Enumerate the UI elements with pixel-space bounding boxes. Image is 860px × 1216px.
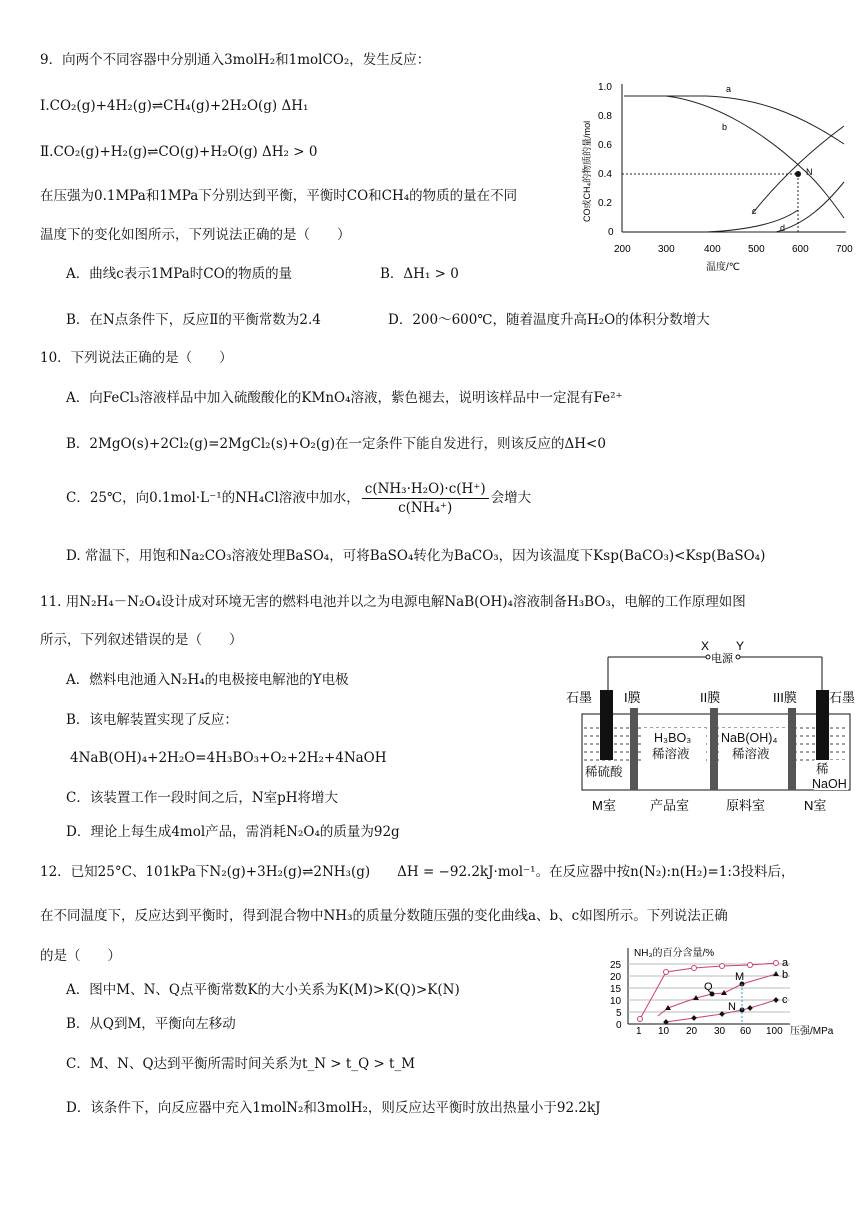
q12-stem-3: 的是（ ） [40, 948, 121, 964]
q9-ytick: 0.6 [598, 140, 612, 151]
q12-option-c: C．M、N、Q达到平衡所需时间关系为t_N > t_Q > t_M [66, 1056, 416, 1072]
q12-xtick: 100 [766, 1026, 783, 1036]
q9-xtick: 200 [614, 244, 631, 255]
q11-option-c: C．该装置工作一段时间之后，N室pH将增大 [66, 790, 339, 806]
q9-xtick: 600 [792, 244, 809, 255]
q11-room-p: 产品室 [650, 798, 690, 813]
q9-option-b: B．ΔH₁ > 0 [380, 266, 459, 282]
q9-text-2: 温度下的变化如图所示，下列说法正确的是（ ） [40, 227, 351, 243]
q9-ytick: 0.4 [598, 169, 612, 180]
q9-xtick: 700 [836, 244, 853, 255]
q12-option-a: A．图中M、N、Q点平衡常数K的大小关系为K(M)>K(Q)>K(N) [66, 982, 460, 998]
q11-sol-p1: H₃BO₃ [654, 731, 692, 745]
q10-fraction-den: c(NH₄⁺) [398, 500, 453, 516]
q11-stem-1: 11. 用N₂H₄－N₂O₄设计成对环境无害的燃料电池并以之为电源电解NaB(OH)₄溶液制备H₃BO₃，电解的工作原理如图 [40, 594, 746, 610]
q9-reaction-1: Ⅰ.CO₂(g)+4H₂(g)⇌CH₄(g)+2H₂O(g) ΔH₁ [40, 98, 309, 114]
q12-point-c [747, 1005, 753, 1011]
q12-point-a [748, 963, 753, 968]
q12-chart [600, 944, 860, 1036]
q10-fraction-num: c(NH₃·H₂O)·c(H⁺) [362, 480, 489, 499]
q9-chart-ylabel: CO或CH₄的物质的量/mol [582, 120, 592, 222]
q9-label-a: a [726, 84, 732, 94]
q12-ytick: 20 [610, 972, 622, 983]
q9-ytick: 0 [608, 227, 614, 238]
q9-text-1: 在压强为0.1MPa和1MPa下分别达到平衡，平衡时CO和CH₄的物质的量在不同 [40, 188, 518, 204]
q9-ytick: 0.2 [598, 198, 612, 209]
q12-label-m: M [735, 971, 745, 983]
q12-ytick: 25 [610, 960, 622, 971]
q12-chart-ylabel: NH₃的百分含量/% [634, 948, 715, 959]
q9-xtick: 400 [704, 244, 721, 255]
q12-chart-xlabel: 压强/MPa [790, 1026, 834, 1036]
q12-ytick: 5 [616, 1008, 622, 1019]
q12-xtick: 60 [740, 1026, 752, 1036]
q10-fraction [362, 480, 489, 517]
q11-y-label: Y [736, 639, 745, 653]
q12-ytick: 10 [610, 996, 622, 1007]
q10-option-c-pre: C．25℃，向0.1mol·L⁻¹的NH₄Cl溶液中加水， [66, 490, 360, 506]
q12-stem-2: 在不同温度下，反应达到平衡时，得到混合物中NH₃的质量分数随压强的变化曲线a、b、c如图所示。下列说法正确 [40, 908, 728, 924]
q12-point-c [691, 1015, 697, 1021]
q11-membrane-2-label: II膜 [700, 690, 721, 705]
q11-terminal-x [706, 655, 710, 659]
q11-room-m: M室 [592, 798, 616, 813]
q11-sol-r1: NaB(OH)₄ [721, 731, 778, 745]
q11-terminal-y [736, 655, 740, 659]
q9-curve-b [624, 96, 844, 218]
q12-label-q: Q [704, 981, 713, 993]
q11-power-label: 电源 [711, 653, 733, 665]
q9-label-d: d [780, 223, 786, 233]
q11-sol-n2: NaOH [812, 777, 847, 791]
q12-stem-1: 12．已知25°C、101kPa下N₂(g)+3H₂(g)⇌2NH₃(g) ΔH = −92.2kJ·mol⁻¹。在反应器中按n(N₂):n(H₂)=1:3投料后， [40, 864, 795, 880]
q12-point-a [692, 966, 697, 971]
q11-graphite-left-label: 石墨 [566, 690, 593, 705]
q12-point-b [773, 971, 779, 976]
q11-graphite-electrode-right [816, 690, 829, 760]
q11-stem-2: 所示，下列叙述错误的是（ ） [40, 632, 243, 648]
q11-graphite-electrode-left [600, 690, 613, 760]
q11-membrane-1-label: I膜 [624, 690, 641, 705]
q10-option-d: D. 常温下，用饱和Na₂CO₃溶液处理BaSO₄，可将BaSO₄转化为BaCO₃，因为该温度下Ksp(BaCO₃)<Ksp(BaSO₄) [66, 548, 766, 564]
q12-label-c: c [782, 994, 788, 1006]
q12-option-b: B．从Q到M，平衡向左移动 [66, 1016, 236, 1032]
q11-sol-p2: 稀溶液 [652, 747, 690, 761]
q12-ytick: 15 [610, 984, 622, 995]
q9-xtick: 500 [748, 244, 765, 255]
q11-x-label: X [701, 639, 710, 653]
q9-point-n [795, 171, 801, 177]
q11-membrane-2 [710, 708, 718, 790]
q12-label-b: b [782, 969, 789, 981]
q11-graphite-right-label: 石墨 [829, 690, 856, 705]
q10-option-c-post: 会增大 [490, 490, 532, 506]
q12-xtick: 20 [686, 1026, 698, 1036]
q12-point-a [774, 961, 779, 966]
q11-membrane-3 [788, 708, 796, 790]
q9-ytick: 0.8 [598, 111, 612, 122]
q11-option-b-equation: 4NaB(OH)₄+2H₂O=4H₃BO₃+O₂+2H₂+4NaOH [70, 750, 387, 766]
q9-stem: 9．向两个不同容器中分别通入3molH₂和1molCO₂，发生反应： [40, 52, 431, 68]
q12-label-a: a [782, 957, 789, 969]
q11-sol-r2: 稀溶液 [732, 747, 770, 761]
q12-point-a [638, 1017, 643, 1022]
q12-option-d: D．该条件下，向反应器中充入1molN₂和3molH₂，则反应达平衡时放出热量小于92.2kJ [66, 1100, 601, 1116]
q11-membrane-3-label: III膜 [773, 690, 797, 705]
q9-option-c: B．在N点条件下，反应Ⅱ的平衡常数为2.4 [66, 312, 321, 328]
q12-curve-b [658, 974, 776, 1016]
q12-xtick: 30 [714, 1026, 726, 1036]
q12-point-c [773, 997, 779, 1003]
q10-option-b: B．2MgO(s)+2Cl₂(g)=2MgCl₂(s)+O₂(g)在一定条件下能自发进行，则该反应的ΔH<0 [66, 436, 606, 452]
q9-chart-xlabel: 温度/℃ [706, 262, 741, 273]
q11-option-a: A．燃料电池通入N₂H₄的电极接电解池的Y电极 [66, 672, 349, 688]
q11-sol-m: 稀硫酸 [585, 765, 623, 779]
q12-ytick: 0 [616, 1020, 622, 1031]
q9-option-d: D．200～600℃，随着温度升高H₂O的体积分数增大 [388, 312, 710, 328]
q11-room-r: 原料室 [726, 798, 766, 813]
q12-xtick: 10 [658, 1026, 670, 1036]
q11-option-d: D．理论上每生成4mol产品，需消耗N₂O₄的质量为92g [66, 824, 400, 840]
q9-label-b: b [722, 122, 728, 132]
q9-curve-a [624, 96, 844, 144]
q9-label-n: N [806, 167, 813, 177]
q10-stem: 10．下列说法正确的是（ ） [40, 350, 233, 366]
q12-point-a [720, 964, 725, 969]
q9-reaction-2: Ⅱ.CO₂(g)+H₂(g)⇌CO(g)+H₂O(g) ΔH₂ > 0 [40, 144, 318, 160]
q10-option-a: A．向FeCl₃溶液样品中加入硫酸酸化的KMnO₄溶液，紫色褪去，说明该样品中一定混有Fe²⁺ [66, 390, 623, 406]
q11-sol-n1: 稀 [816, 762, 829, 776]
q9-xtick: 300 [658, 244, 675, 255]
q12-point-a [664, 970, 669, 975]
q10-option-c [66, 478, 531, 518]
q12-xtick: 1 [636, 1026, 642, 1036]
q11-membrane-1 [630, 708, 638, 790]
q11-electrolysis-figure [560, 632, 860, 818]
q9-option-a: A．曲线c表示1MPa时CO的物质的量 [66, 266, 293, 282]
q9-label-c: c [752, 206, 757, 216]
q11-room-n: N室 [804, 798, 827, 813]
q9-ytick: 1.0 [598, 82, 612, 93]
q11-option-b: B．该电解装置实现了反应： [66, 712, 238, 728]
q12-label-n: N [728, 1001, 736, 1013]
q9-chart [576, 74, 858, 274]
